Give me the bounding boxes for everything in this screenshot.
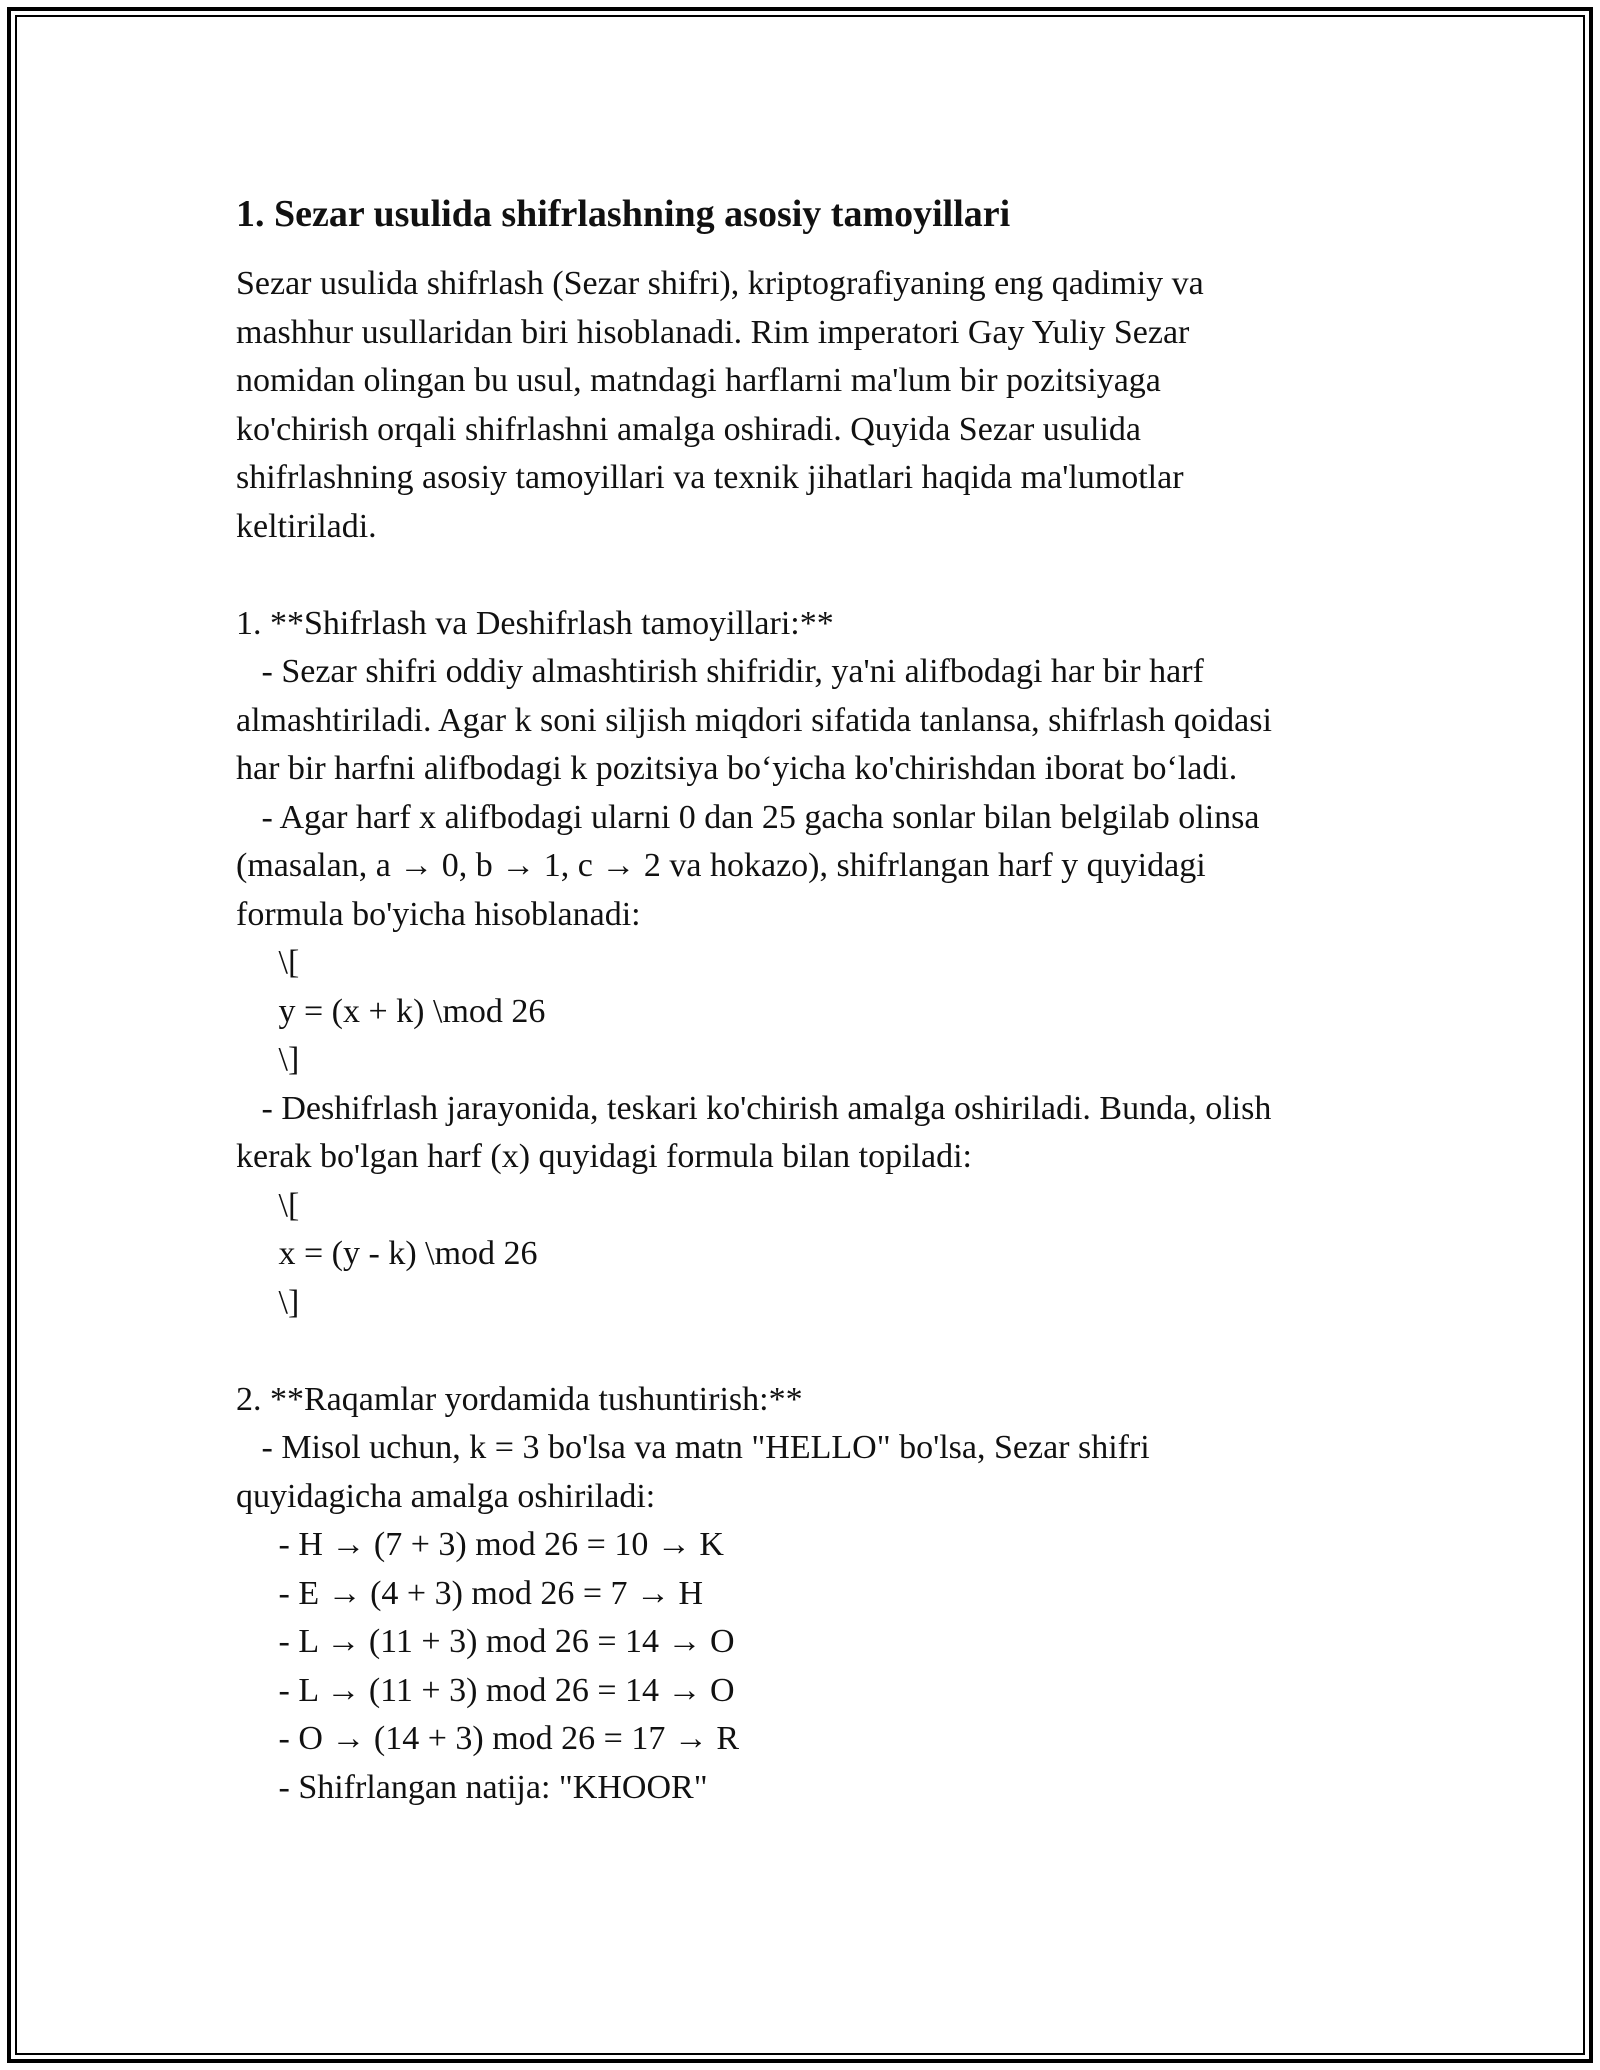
text-line: 2. **Raqamlar yordamida tushuntirish:** (236, 1380, 803, 1418)
text-line: y = (x + k) \mod 26 (236, 992, 546, 1030)
text-line: shifrlashning asosiy tamoyillari va texnik jihatlari haqida ma'lumotlar (236, 459, 1184, 496)
text-line: - Deshifrlash jarayonida, teskari ko'chirish amalga oshiriladi. Bunda, olish (236, 1089, 1272, 1127)
text-line: formula bo'yicha hisoblanadi: (236, 895, 641, 933)
text-line: - O → (14 + 3) mod 26 = 17 → R (236, 1720, 739, 1757)
text-line: har bir harfni alifbodagi k pozitsiya bo‘yicha ko'chirishdan iborat bo‘ladi. (236, 750, 1238, 787)
text-line: kerak bo'lgan harf (x) quyidagi formula bilan topiladi: (236, 1138, 972, 1175)
text-line: \[ (236, 1186, 300, 1224)
text-line: \] (236, 1041, 300, 1078)
text-line: - E → (4 + 3) mod 26 = 7 → H (236, 1574, 704, 1612)
text-line: almashtiriladi. Agar k soni siljish miqdori sifatida tanlansa, shifrlash qoidasi (236, 701, 1272, 739)
text-line: quyidagicha amalga oshiriladi: (236, 1477, 656, 1515)
text-line: mashhur usullaridan biri hisoblanadi. Rim imperatori Gay Yuliy Sezar (236, 313, 1190, 351)
blank-line (236, 551, 1386, 600)
text-line: keltiriladi. (236, 507, 377, 545)
text-line: \[ (236, 944, 300, 981)
text-line: nomidan olingan bu usul, matndagi harflarni ma'lum bir pozitsiyaga (236, 362, 1161, 399)
blank-line (236, 1327, 1386, 1376)
text-line: - Agar harf x alifbodagi ularni 0 dan 25 gacha sonlar bilan belgilab olinsa (236, 798, 1260, 836)
text-line: ko'chirish orqali shifrlashni amalga oshiradi. Quyida Sezar usulida (236, 410, 1142, 448)
text-line: - L → (11 + 3) mod 26 = 14 → O (236, 1671, 735, 1709)
text-line: - Shifrlangan natija: "KHOOR" (236, 1768, 708, 1806)
text-line: x = (y - k) \mod 26 (236, 1235, 538, 1272)
section-heading: 1. Sezar usulida shifrlashning asosiy tamoyillari (236, 193, 1011, 235)
text-line: - L → (11 + 3) mod 26 = 14 → O (236, 1623, 735, 1660)
document-text (236, 260, 1386, 1812)
text-line: - Misol uchun, k = 3 bo'lsa va matn "HELLO" bo'lsa, Sezar shifri (236, 1429, 1150, 1466)
text-line: \] (236, 1283, 300, 1321)
text-line: Sezar usulida shifrlash (Sezar shifri), kriptografiyaning eng qadimiy va (236, 265, 1204, 302)
document-body (236, 190, 1386, 1812)
text-line: - H → (7 + 3) mod 26 = 10 → K (236, 1526, 724, 1563)
text-line: (masalan, a → 0, b → 1, c → 2 va hokazo), shifrlangan harf y quyidagi (236, 847, 1206, 884)
text-line: - Sezar shifri oddiy almashtirish shifridir, ya'ni alifbodagi har bir harf (236, 653, 1204, 690)
text-line: 1. **Shifrlash va Deshifrlash tamoyillari:** (236, 604, 834, 642)
